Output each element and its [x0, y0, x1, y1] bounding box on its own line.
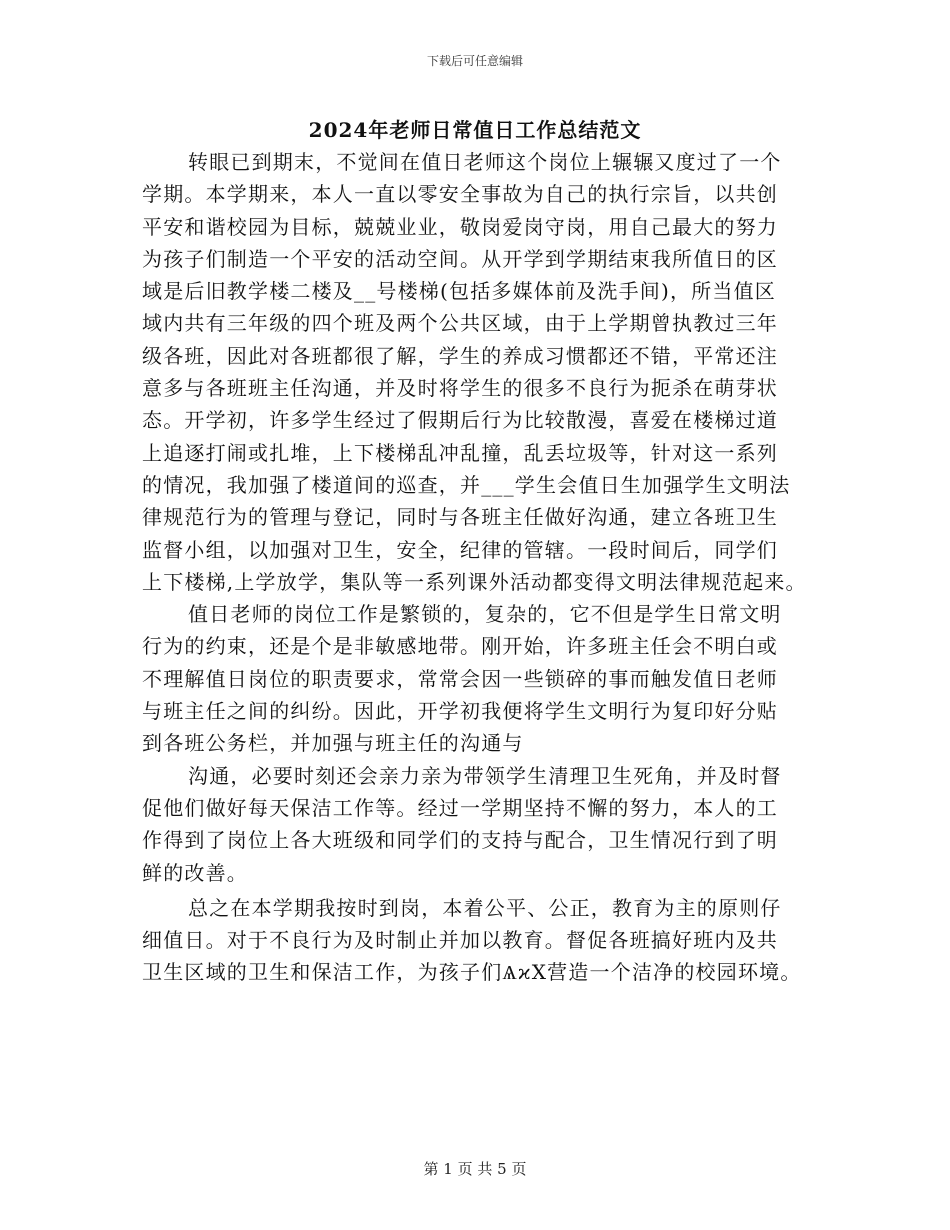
body-line: 与班主任之间的纠纷。因此，开学初我便将学生文明行为复印好分贴: [142, 699, 778, 724]
body-line: 鲜的改善。: [142, 860, 248, 885]
body-line: 总之在本学期我按时到岗，本着公平、公正，教育为主的原则仔: [188, 895, 782, 920]
body-line: 沟通，必要时刻还会亲力亲为带领学生清理卫生死角，并及时督: [188, 763, 782, 788]
document-title: 2024年老师日常值日工作总结范文: [308, 118, 642, 142]
document-body: [142, 146, 816, 989]
body-line: 平安和谐校园为目标，兢兢业业，敬岗爱岗守岗，用自己最大的努力: [142, 214, 778, 239]
body-line: 律规范行为的管理与登记，同时与各班主任做好沟通，建立各班卫生: [142, 505, 778, 530]
body-line: 卫生区域的卫生和保洁工作，为孩子们ѦϰX营造一个洁净的校园环境。: [142, 960, 802, 985]
body-line: 值日老师的岗位工作是繁锁的，复杂的，它不但是学生日常文明: [188, 602, 782, 627]
body-line: 上下楼梯,上学放学，集队等一系列课外活动都变得文明法律规范起来。: [142, 569, 807, 594]
body-line: 细值日。对于不良行为及时制止并加以教育。督促各班搞好班内及共: [142, 928, 778, 953]
body-line: 级各班，因此对各班都很了解，学生的养成习惯都还不错，平常还注: [142, 343, 778, 368]
body-line: 行为的约束，还是个是非敏感地带。刚开始，许多班主任会不明白或: [142, 634, 778, 659]
body-line: 域内共有三年级的四个班及两个公共区域，由于上学期曾执教过三年: [142, 311, 778, 336]
body-line: 的情况，我加强了楼道间的巡查，并___学生会值日生加强学生文明法: [142, 472, 791, 497]
body-line: 作得到了岗位上各大班级和同学们的支持与配合，卫生情况行到了明: [142, 828, 778, 853]
body-line: 域是后旧教学楼二楼及__号楼梯(包括多媒体前及洗手间)，所当值区: [142, 279, 777, 304]
body-line: 转眼已到期末，不觉间在值日老师这个岗位上辗辗又度过了一个: [188, 150, 782, 174]
body-line: 学期。本学期来，本人一直以零安全事故为自己的执行宗旨，以共创: [142, 182, 778, 207]
body-line: 到各班公务栏，并加强与班主任的沟通与: [142, 731, 524, 756]
body-line: 意多与各班班主任沟通，并及时将学生的很多不良行为扼杀在萌芽状: [142, 376, 778, 401]
body-line: 不理解值日岗位的职责要求，常常会因一些锁碎的事而触发值日老师: [142, 666, 778, 691]
header-note: 下载后可任意编辑: [426, 54, 523, 68]
body-line: 为孩子们制造一个平安的活动空间。从开学到学期结束我所值日的区: [142, 246, 778, 271]
body-line: 上追逐打闹或扎堆，上下楼梯乱冲乱撞，乱丢垃圾等，针对这一系列: [142, 440, 778, 465]
body-line: 促他们做好每天保洁工作等。经过一学期坚持不懈的努力，本人的工: [142, 795, 778, 820]
body-line: 监督小组，以加强对卫生，安全，纪律的管辖。一段时间后，同学们: [142, 537, 778, 562]
page-number-footer: 第 1 页 共 5 页: [423, 1160, 527, 1178]
body-line: 态。开学初，许多学生经过了假期后行为比较散漫，喜爱在楼梯过道: [142, 408, 778, 433]
